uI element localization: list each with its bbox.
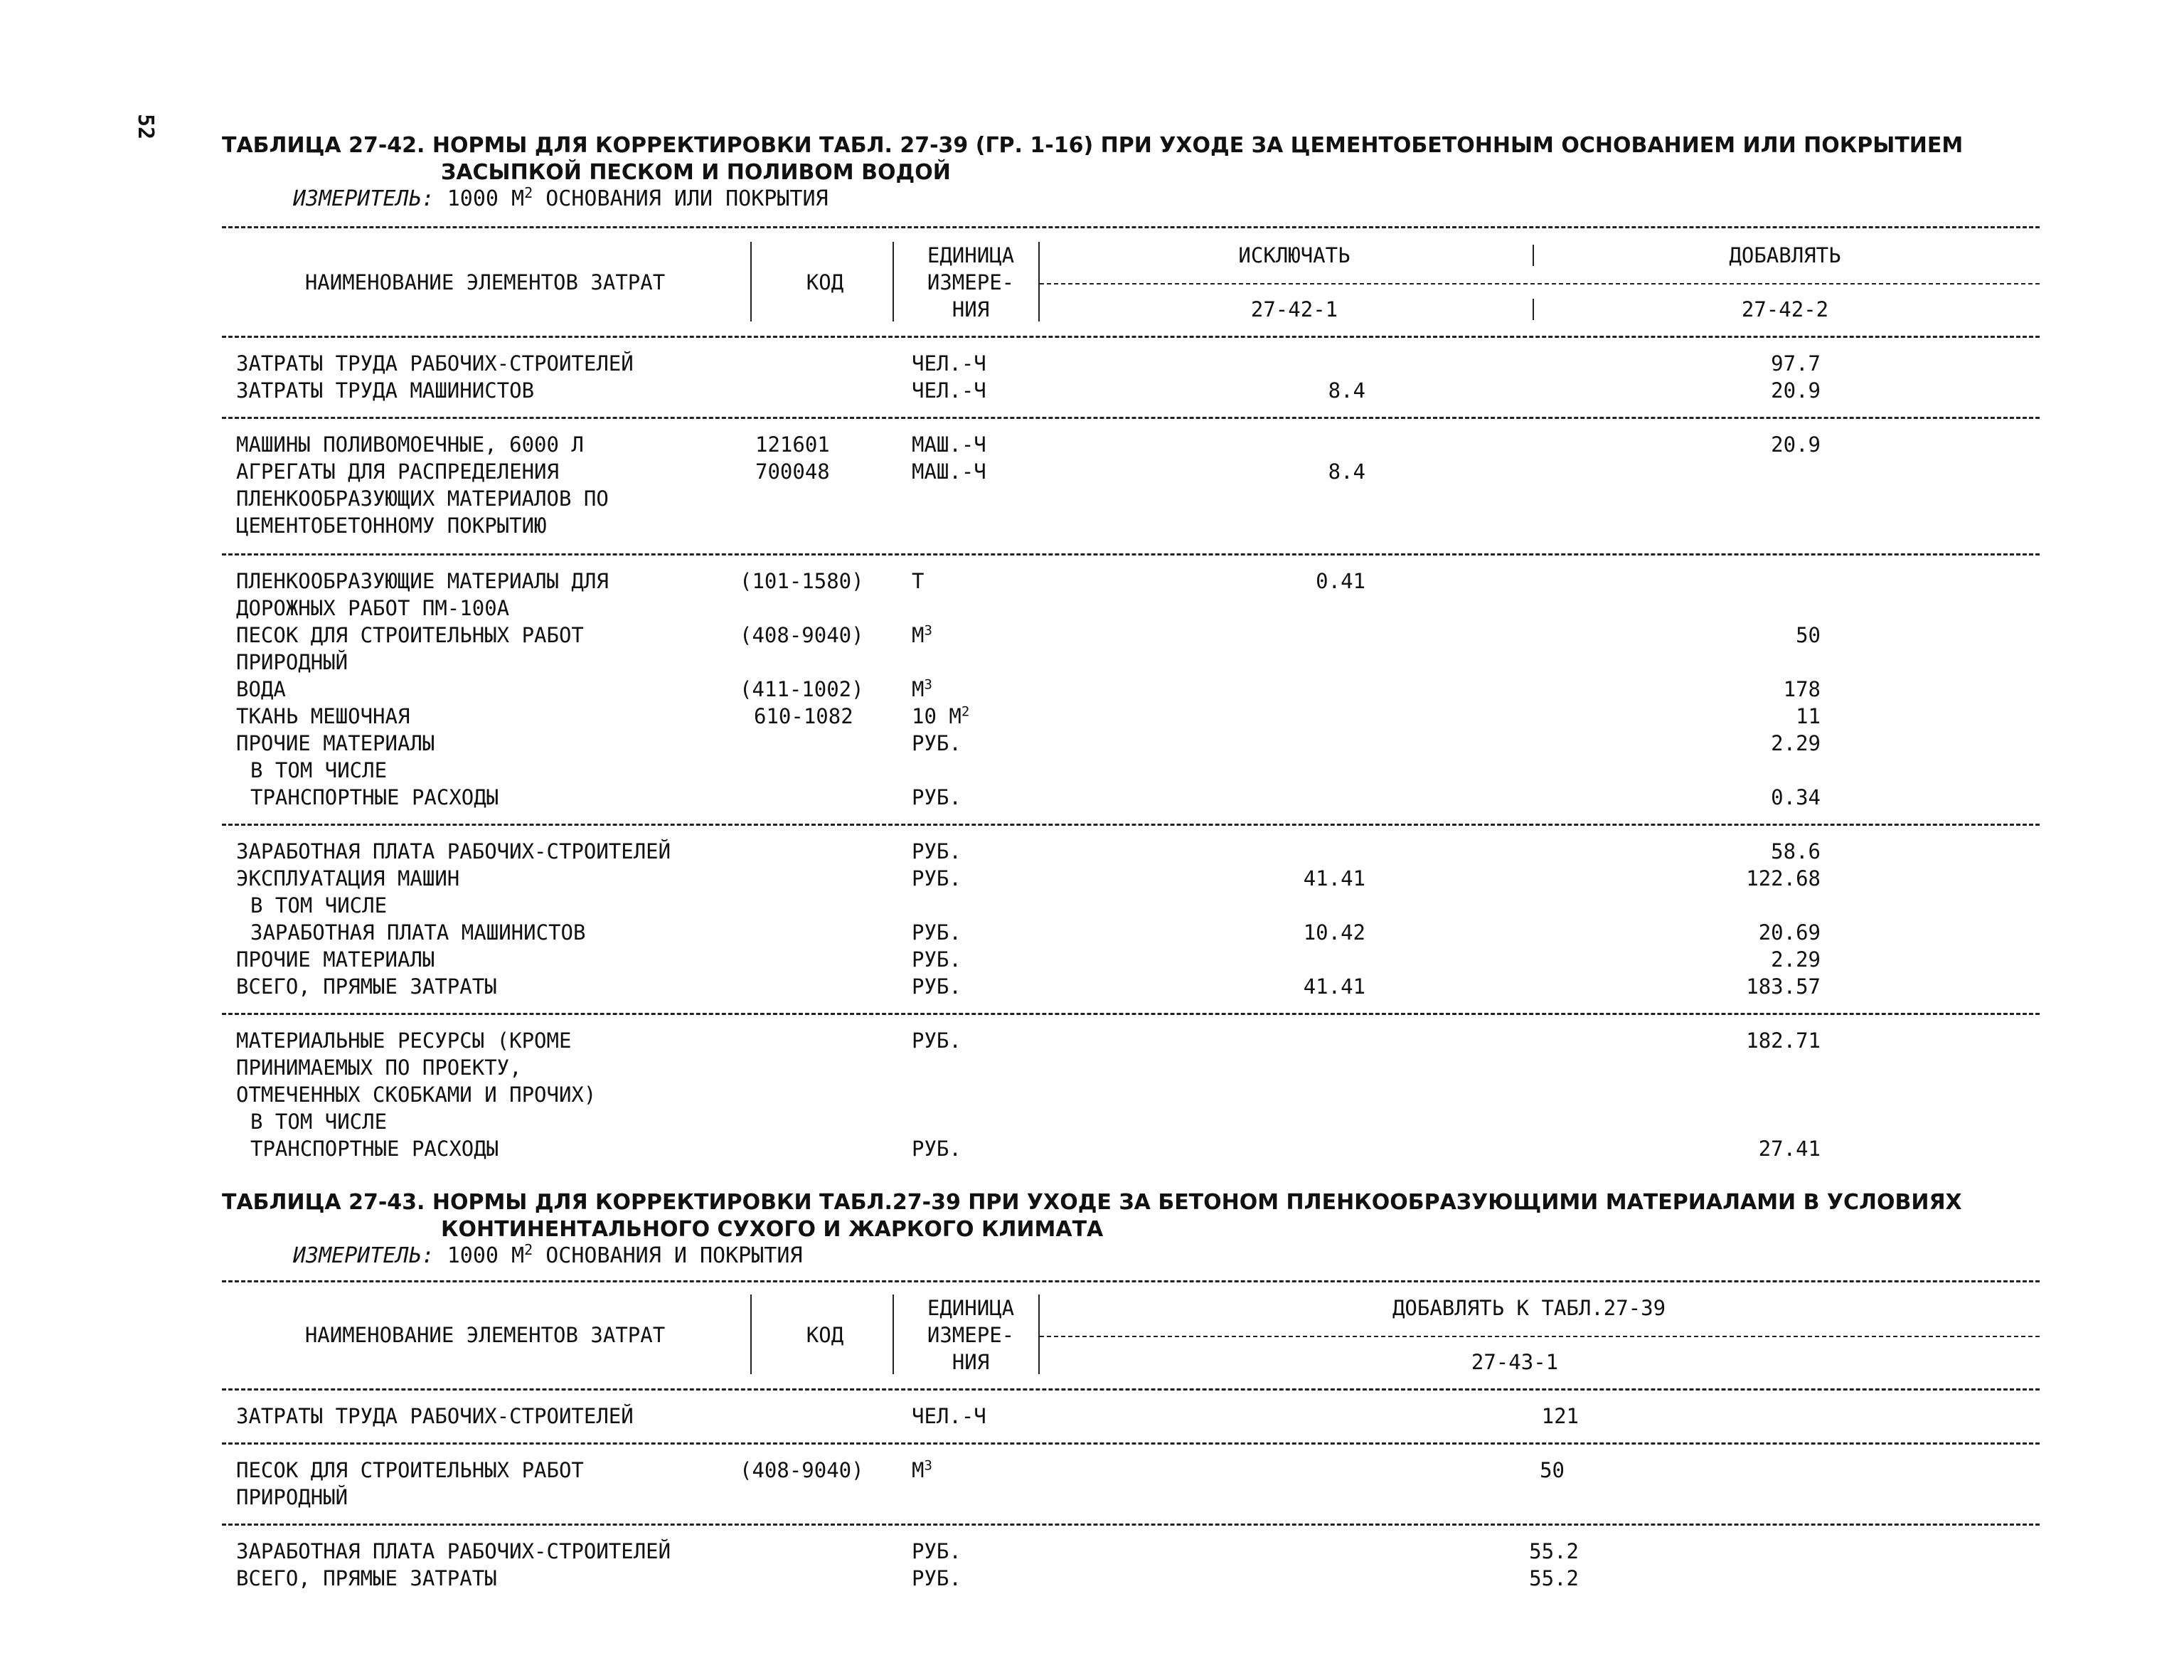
row-name: ЗАТРАТЫ ТРУДА МАШИНИСТОВ [236, 378, 535, 403]
measure-label: ИЗМЕРИТЕЛЬ: [293, 186, 435, 211]
row-unit: ЧЕЛ.-Ч [912, 378, 986, 403]
rule [1040, 283, 2040, 285]
row-name: ПЕСОК ДЛЯ СТРОИТЕЛЬНЫХ РАБОТ [236, 1458, 584, 1482]
row-exclude: 41.41 [1303, 974, 1365, 999]
row-add: 27.41 [1758, 1137, 1821, 1161]
measure-text: ОСНОВАНИЯ ИЛИ ПОКРЫТИЯ [533, 186, 829, 211]
rule [222, 1280, 2040, 1282]
measure-unit: 1000 М [447, 186, 525, 211]
row-unit [912, 703, 969, 730]
row-unit: МАШ.-Ч [912, 459, 986, 484]
row-add: 20.9 [1771, 432, 1821, 457]
header-add-code: 27-43-1 [1471, 1350, 1559, 1374]
header-unit-3: НИЯ [952, 297, 990, 321]
rule [222, 1013, 2040, 1015]
row-unit: РУБ. [912, 920, 962, 945]
row-name: ОТМЕЧЕННЫХ СКОБКАМИ И ПРОЧИХ) [236, 1083, 597, 1107]
row-name: МАШИНЫ ПОЛИВОМОЕЧНЫЕ, 6000 Л [236, 432, 584, 457]
table-title-line2: КОНТИНЕНТАЛЬНОГО СУХОГО И ЖАРКОГО КЛИМАТА [441, 1217, 1104, 1242]
header-unit-1: ЕДИНИЦА [927, 1296, 1015, 1320]
header-exclude: ИСКЛЮЧАТЬ [1238, 243, 1351, 267]
header-name: НАИМЕНОВАНИЕ ЭЛЕМЕНТОВ ЗАТРАТ [304, 1323, 666, 1347]
row-unit: РУБ. [912, 1137, 962, 1161]
row-unit: РУБ. [912, 785, 962, 809]
row-exclude: 0.41 [1316, 569, 1365, 593]
row-name: ЭКСПЛУАТАЦИЯ МАШИН [236, 866, 460, 890]
header-divider [750, 242, 752, 321]
row-unit: ЧЕЛ.-Ч [912, 1404, 986, 1428]
row-add: 55.2 [1529, 1566, 1579, 1590]
header-divider [893, 1294, 894, 1374]
rule [222, 1442, 2040, 1445]
row-name: ПРИНИМАЕМЫХ ПО ПРОЕКТУ, [236, 1056, 522, 1080]
measure-unit-sup: 2 [524, 1241, 533, 1258]
header-name: НАИМЕНОВАНИЕ ЭЛЕМЕНТОВ ЗАТРАТ [304, 270, 666, 294]
header-divider [1038, 242, 1040, 321]
header-code: КОД [806, 270, 844, 294]
header-add: ДОБАВЛЯТЬ К ТАБЛ.27-39 [1392, 1296, 1666, 1320]
row-name: ЗАРАБОТНАЯ ПЛАТА МАШИНИСТОВ [250, 920, 586, 945]
row-unit: РУБ. [912, 731, 962, 755]
row-name: ПЛЕНКООБРАЗУЮЩИЕ МАТЕРИАЛЫ ДЛЯ [236, 569, 609, 593]
measure-line [293, 1243, 802, 1268]
header-divider [750, 1294, 752, 1374]
rule [222, 1524, 2040, 1526]
rule [222, 226, 2040, 228]
row-name: АГРЕГАТЫ ДЛЯ РАСПРЕДЕЛЕНИЯ [236, 459, 559, 484]
measure-line [293, 186, 829, 211]
page-number: 52 [133, 114, 158, 140]
unit-sup: 3 [924, 676, 932, 693]
row-unit: ЧЕЛ.-Ч [912, 351, 986, 376]
row-code: (408-9040) [740, 1458, 864, 1482]
unit-text: М [912, 677, 925, 701]
row-add: 182.71 [1746, 1028, 1821, 1053]
header-add-code: 27-42-2 [1741, 297, 1829, 321]
row-unit: РУБ. [912, 974, 962, 999]
row-name: ЗАРАБОТНАЯ ПЛАТА РАБОЧИХ-СТРОИТЕЛЕЙ [236, 839, 671, 863]
row-name: ТКАНЬ МЕШОЧНАЯ [236, 704, 410, 728]
measure-text: ОСНОВАНИЯ И ПОКРЫТИЯ [533, 1243, 803, 1268]
row-name: ДОРОЖНЫХ РАБОТ ПМ-100А [236, 596, 510, 620]
row-exclude: 41.41 [1303, 866, 1365, 890]
header-unit-2: ИЗМЕРЕ- [927, 1323, 1015, 1347]
row-unit: Т [912, 569, 925, 593]
row-add: 50 [1796, 623, 1821, 647]
row-name: ПРОЧИЕ МАТЕРИАЛЫ [236, 731, 435, 755]
row-name: ЗАТРАТЫ ТРУДА РАБОЧИХ-СТРОИТЕЛЕЙ [236, 351, 634, 376]
row-name: ВОДА [236, 677, 286, 701]
unit-sup: 3 [924, 1457, 932, 1474]
row-exclude: 8.4 [1328, 378, 1365, 403]
measure-unit-sup: 2 [524, 184, 533, 201]
rule [1040, 1336, 2040, 1337]
row-name: ПРИРОДНЫЙ [236, 650, 348, 674]
measure-unit: 1000 М [447, 1243, 525, 1268]
row-name: В ТОМ ЧИСЛЕ [250, 758, 388, 782]
row-name: ПЕСОК ДЛЯ СТРОИТЕЛЬНЫХ РАБОТ [236, 623, 584, 647]
row-code: 610-1082 [754, 704, 853, 728]
row-unit: РУБ. [912, 866, 962, 890]
row-unit [912, 622, 932, 649]
rule [222, 336, 2040, 338]
table-title [222, 132, 2142, 186]
measure-label: ИЗМЕРИТЕЛЬ: [293, 1243, 435, 1268]
row-name: ПРОЧИЕ МАТЕРИАЛЫ [236, 947, 435, 972]
header-unit-1: ЕДИНИЦА [927, 243, 1015, 267]
row-add: 2.29 [1771, 947, 1821, 972]
row-name: ПЛЕНКООБРАЗУЮЩИХ МАТЕРИАЛОВ ПО [236, 487, 609, 511]
unit-text: 10 М [912, 704, 962, 728]
row-name: В ТОМ ЧИСЛЕ [250, 1110, 388, 1134]
header-divider [1533, 299, 1534, 320]
header-divider [1038, 1294, 1040, 1374]
table-title-line1: ТАБЛИЦА 27-43. НОРМЫ ДЛЯ КОРРЕКТИРОВКИ ТАБЛ.27-39 ПРИ УХОДЕ ЗА БЕТОНОМ ПЛЕНКООБРАЗУЮЩИМИ МАТЕРИАЛАМИ В УСЛОВИЯХ [222, 1190, 1962, 1215]
header-code: КОД [806, 1323, 844, 1347]
row-add: 0.34 [1771, 785, 1821, 809]
row-name: ТРАНСПОРТНЫЕ РАСХОДЫ [250, 785, 499, 809]
unit-text: М [912, 623, 925, 647]
row-add: 58.6 [1771, 839, 1821, 863]
row-add: 183.57 [1746, 974, 1821, 999]
row-name: ВСЕГО, ПРЯМЫЕ ЗАТРАТЫ [236, 974, 497, 999]
row-add: 2.29 [1771, 731, 1821, 755]
row-add: 97.7 [1771, 351, 1821, 376]
unit-text: М [912, 1458, 925, 1482]
row-name: ЗАРАБОТНАЯ ПЛАТА РАБОЧИХ-СТРОИТЕЛЕЙ [236, 1539, 671, 1563]
row-add: 55.2 [1529, 1539, 1579, 1563]
header-exclude-code: 27-42-1 [1250, 297, 1338, 321]
row-unit [912, 676, 932, 703]
row-code: (101-1580) [740, 569, 864, 593]
row-add: 20.69 [1758, 920, 1821, 945]
row-unit: РУБ. [912, 947, 962, 972]
row-name: МАТЕРИАЛЬНЫЕ РЕСУРСЫ (КРОМЕ [236, 1028, 572, 1053]
row-add: 178 [1783, 677, 1821, 701]
row-unit: РУБ. [912, 839, 962, 863]
rule [222, 553, 2040, 555]
row-name: В ТОМ ЧИСЛЕ [250, 893, 388, 918]
rule [222, 417, 2040, 419]
row-unit: МАШ.-Ч [912, 432, 986, 457]
row-unit: РУБ. [912, 1566, 962, 1590]
row-name: ЗАТРАТЫ ТРУДА РАБОЧИХ-СТРОИТЕЛЕЙ [236, 1404, 634, 1428]
rule [222, 824, 2040, 826]
row-code: (411-1002) [740, 677, 864, 701]
row-exclude: 8.4 [1328, 459, 1365, 484]
table-title-line2: ЗАСЫПКОЙ ПЕСКОМ И ПОЛИВОМ ВОДОЙ [441, 160, 951, 185]
unit-sup: 3 [924, 622, 932, 639]
row-code: 121601 [755, 432, 830, 457]
row-unit: РУБ. [912, 1539, 962, 1563]
row-exclude: 10.42 [1303, 920, 1365, 945]
header-add: ДОБАВЛЯТЬ [1729, 243, 1841, 267]
row-add: 122.68 [1746, 866, 1821, 890]
row-add: 121 [1541, 1404, 1579, 1428]
header-divider [1533, 245, 1534, 266]
table-title [222, 1189, 2142, 1243]
row-unit: РУБ. [912, 1028, 962, 1053]
row-name: ПРИРОДНЫЙ [236, 1485, 348, 1509]
row-add: 50 [1540, 1458, 1565, 1482]
header-unit-3: НИЯ [952, 1350, 990, 1374]
row-code: 700048 [755, 459, 830, 484]
row-name: ВСЕГО, ПРЯМЫЕ ЗАТРАТЫ [236, 1566, 497, 1590]
table-title-line1: ТАБЛИЦА 27-42. НОРМЫ ДЛЯ КОРРЕКТИРОВКИ ТАБЛ. 27-39 (ГР. 1-16) ПРИ УХОДЕ ЗА ЦЕМЕНТОБЕТОННЫМ ОСНОВАНИЕМ ИЛИ ПОКРЫТИЕМ [222, 133, 1964, 158]
rule [222, 1388, 2040, 1391]
row-code: (408-9040) [740, 623, 864, 647]
row-name: ЦЕМЕНТОБЕТОННОМУ ПОКРЫТИЮ [236, 514, 547, 538]
row-add: 11 [1796, 704, 1821, 728]
header-divider [893, 242, 894, 321]
row-unit [912, 1457, 932, 1484]
unit-sup: 2 [961, 703, 970, 720]
header-unit-2: ИЗМЕРЕ- [927, 270, 1015, 294]
row-name: ТРАНСПОРТНЫЕ РАСХОДЫ [250, 1137, 499, 1161]
row-add: 20.9 [1771, 378, 1821, 403]
